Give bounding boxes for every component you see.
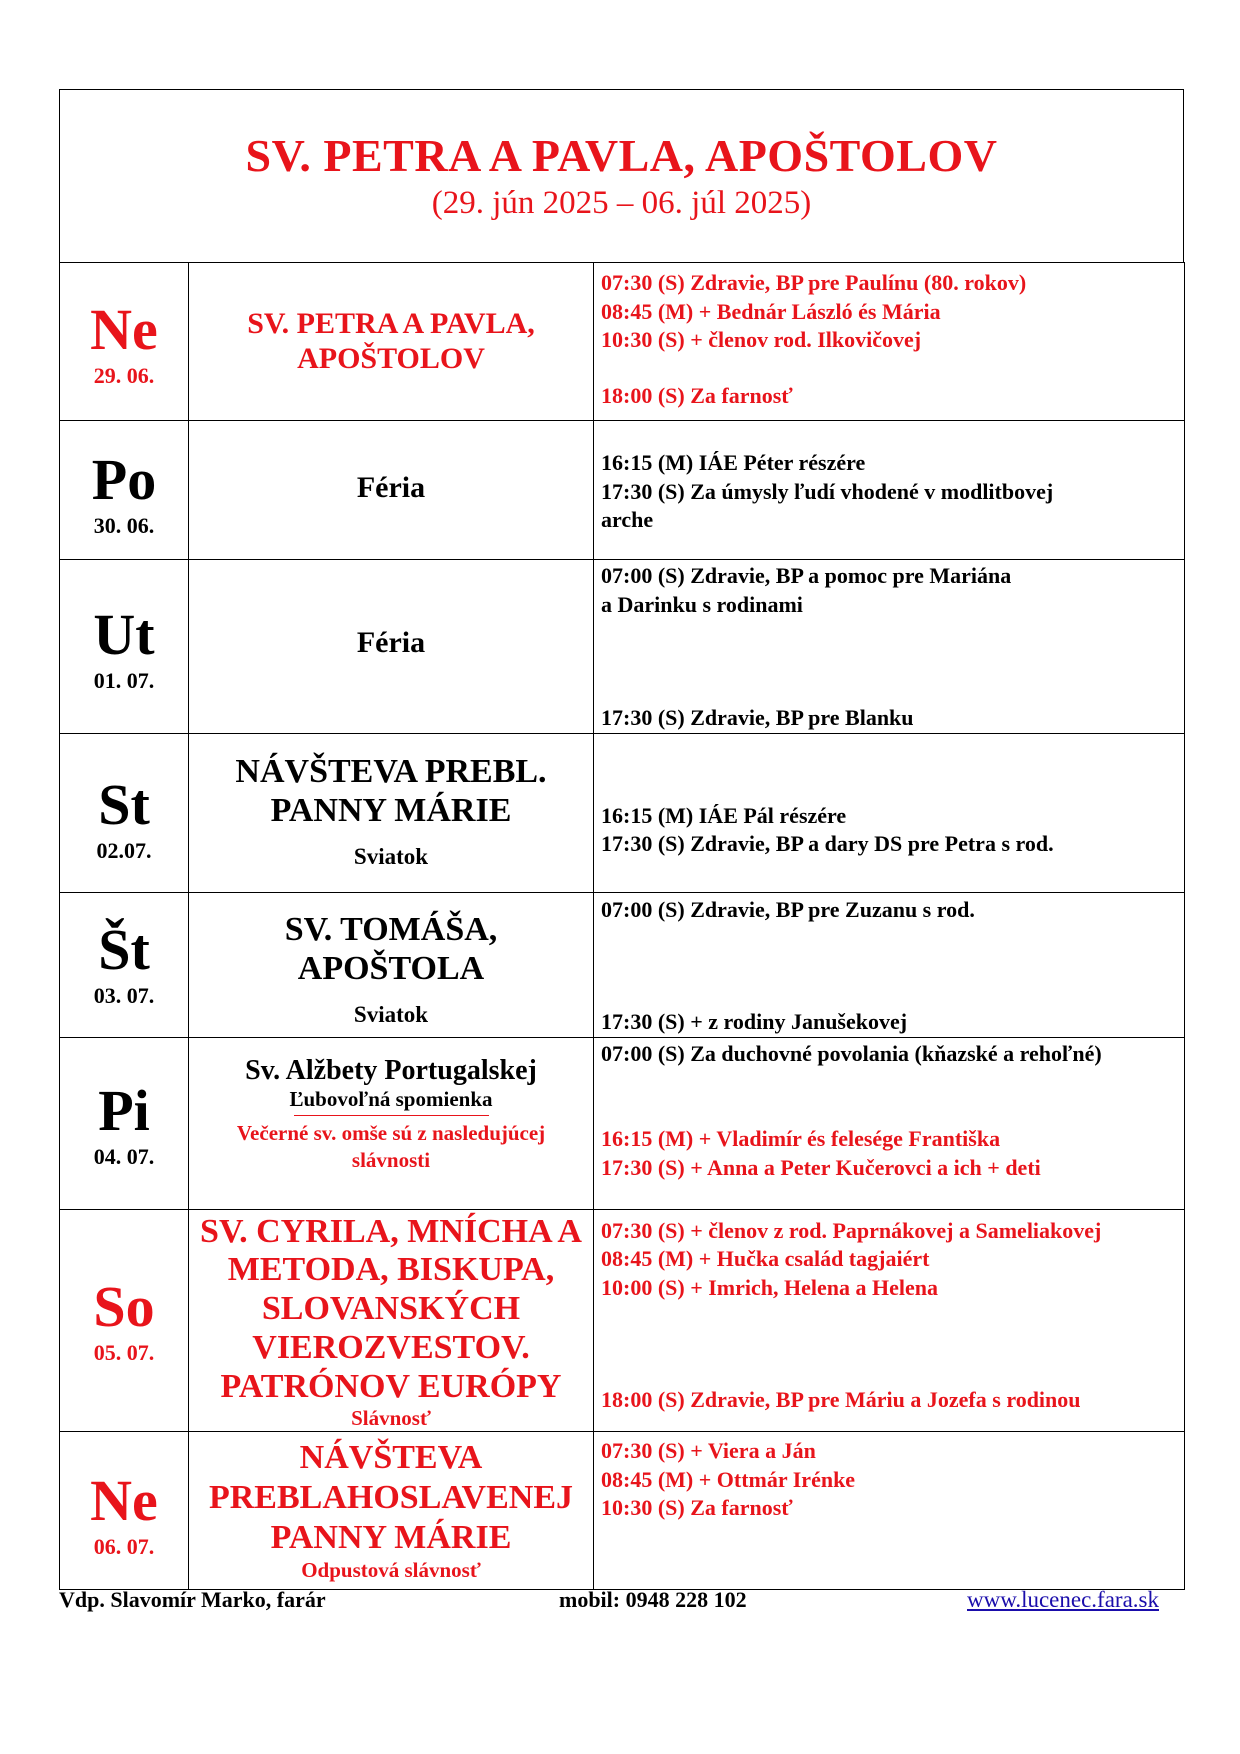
table-row xyxy=(60,560,1185,734)
day-cell xyxy=(60,421,189,560)
footer xyxy=(59,1587,1184,1617)
mass-cell xyxy=(594,1037,1185,1209)
mass-schedule-table xyxy=(59,262,1185,1590)
feast-cell xyxy=(189,421,594,560)
day-date: 30. 06. xyxy=(93,513,155,538)
feast-name: PANNY MÁRIE xyxy=(270,1518,512,1556)
mass-intention: a Darinku s rodinami xyxy=(601,591,803,617)
day-date: 01. 07. xyxy=(93,668,155,693)
feast-name: NÁVŠTEVA xyxy=(299,1439,483,1477)
mass-intention: 17:30 (S) + z rodiny Janušekovej xyxy=(601,1009,908,1034)
day-cell xyxy=(60,1209,189,1432)
mass-intention: 18:00 (S) Za farnosť xyxy=(601,382,793,408)
feast-rank: Ľubovoľná spomienka xyxy=(289,1087,493,1112)
mass-cell xyxy=(594,892,1185,1037)
day-date: 02.07. xyxy=(96,837,152,863)
feast-cell xyxy=(189,1432,594,1590)
date-range: (29. jún 2025 – 06. júl 2025) xyxy=(431,185,812,221)
feast-name: SV. TOMÁŠA, xyxy=(284,910,498,948)
mass-intention: 17:30 (S) Za úmysly ľudí vhodené v modlitbovej xyxy=(601,478,1054,504)
feast-name: PATRÓNOV EURÓPY xyxy=(220,1367,562,1405)
table-row xyxy=(60,733,1185,892)
feast-name: Féria xyxy=(356,471,426,504)
mass-intention: 07:00 (S) Zdravie, BP a pomoc pre Mariána xyxy=(601,563,1012,588)
feast-note: slávnosti xyxy=(351,1147,431,1172)
mass-intention: 10:30 (S) + členov rod. Ilkovičovej xyxy=(601,327,922,352)
day-date: 05. 07. xyxy=(93,1339,155,1365)
table-row xyxy=(60,421,1185,560)
feast-cell xyxy=(189,263,594,421)
feast-name: SLOVANSKÝCH xyxy=(261,1290,521,1327)
mass-intention: arche xyxy=(601,507,654,532)
mass-cell xyxy=(594,263,1185,421)
day-cell xyxy=(60,560,189,734)
mass-cell xyxy=(594,421,1185,560)
feast-cell xyxy=(189,1037,594,1209)
day-date: 06. 07. xyxy=(93,1534,155,1560)
schedule-header xyxy=(59,89,1184,262)
feast-name: PANNY MÁRIE xyxy=(270,791,512,829)
mass-cell xyxy=(594,560,1185,734)
day-abbr: Pi xyxy=(98,1077,150,1143)
mass-cell xyxy=(594,1209,1185,1432)
day-cell xyxy=(60,892,189,1037)
day-cell xyxy=(60,263,189,421)
feast-name: METODA, BISKUPA, xyxy=(227,1251,555,1289)
day-abbr: Ne xyxy=(90,297,158,362)
feast-name: SV. PETRA A PAVLA, xyxy=(247,307,535,340)
feast-cell xyxy=(189,733,594,892)
schedule-sheet xyxy=(59,89,1184,1590)
mass-intention: 07:30 (S) + členov z rod. Paprnákovej a Sameliakovej xyxy=(601,1217,1102,1243)
mass-intention: 17:30 (S) Zdravie, BP pre Blanku xyxy=(601,705,914,730)
feast-note: Večerné sv. omše sú z nasledujúcej xyxy=(236,1121,546,1146)
feast-rank: Slávnosť xyxy=(351,1406,431,1431)
mass-intention: 16:15 (M) IÁE Péter részére xyxy=(601,450,866,475)
day-date: 29. 06. xyxy=(93,363,155,388)
feast-name: VIEROZVESTOV. xyxy=(252,1328,530,1366)
mass-intention: 07:00 (S) Zdravie, BP pre Zuzanu s rod. xyxy=(601,896,975,922)
mass-intention: 10:00 (S) + Imrich, Helena a Helena xyxy=(601,1274,938,1300)
mass-intention: 16:15 (M) + Vladimír és felesége Františka xyxy=(601,1126,1001,1151)
mass-intention: 08:45 (M) + Ottmár Irénke xyxy=(601,1466,856,1492)
feast-rank: Sviatok xyxy=(353,1001,429,1027)
table-row xyxy=(60,1209,1185,1432)
day-abbr: St xyxy=(98,771,150,837)
feast-name: Sv. Alžbety Portugalskej xyxy=(245,1054,537,1086)
table-row xyxy=(60,892,1185,1037)
table-row xyxy=(60,1432,1185,1590)
day-cell xyxy=(60,733,189,892)
feast-rank: Odpustová slávnosť xyxy=(301,1557,481,1582)
day-abbr: Ne xyxy=(90,1468,158,1534)
day-abbr: Po xyxy=(91,447,157,512)
feast-cell xyxy=(189,1209,594,1432)
day-abbr: So xyxy=(93,1273,155,1339)
feast-name: SV. CYRILA, MNÍCHA A xyxy=(200,1212,582,1250)
mass-intention: 17:30 (S) + Anna a Peter Kučerovci a ich + deti xyxy=(601,1154,1041,1180)
mass-intention: 08:45 (M) + Hučka család tagjaiért xyxy=(601,1246,930,1271)
feast-name: APOŠTOLA xyxy=(297,949,485,987)
mass-intention: 07:30 (S) + Viera a Ján xyxy=(601,1438,816,1464)
mass-intention: 07:30 (S) Zdravie, BP pre Paulínu (80. rokov) xyxy=(601,270,1027,295)
feast-name: Féria xyxy=(356,626,426,659)
mass-intention: 17:30 (S) Zdravie, BP a dary DS pre Petra s rod. xyxy=(601,831,1054,856)
pastor-name: Vdp. Slavomír Marko, farár xyxy=(59,1587,326,1612)
mass-intention: 18:00 (S) Zdravie, BP pre Máriu a Jozefa s rodinou xyxy=(601,1387,1081,1412)
mass-intention: 08:45 (M) + Bednár László és Mária xyxy=(601,298,941,324)
divider xyxy=(294,1115,489,1116)
page-title: SV. PETRA A PAVLA, APOŠTOLOV xyxy=(245,130,998,181)
table-row xyxy=(60,1037,1185,1209)
day-cell xyxy=(60,1037,189,1209)
mass-intention: 10:30 (S) Za farnosť xyxy=(601,1495,793,1521)
mass-intention: 16:15 (M) IÁE Pál részére xyxy=(601,802,847,828)
feast-name: APOŠTOLOV xyxy=(297,341,485,375)
mass-cell xyxy=(594,733,1185,892)
mass-cell xyxy=(594,1432,1185,1590)
feast-cell xyxy=(189,560,594,734)
day-abbr: Ut xyxy=(93,602,155,667)
day-date: 03. 07. xyxy=(93,982,155,1008)
day-cell xyxy=(60,1432,189,1590)
feast-rank: Sviatok xyxy=(353,843,429,869)
feast-name: PREBLAHOSLAVENEJ xyxy=(208,1479,574,1517)
mobile-number: mobil: 0948 228 102 xyxy=(559,1587,747,1612)
table-row xyxy=(60,263,1185,421)
day-date: 04. 07. xyxy=(93,1143,155,1169)
mass-intention: 07:00 (S) Za duchovné povolania (kňazské a rehoľné) xyxy=(601,1040,1102,1066)
feast-name: NÁVŠTEVA PREBL. xyxy=(235,752,547,790)
feast-cell xyxy=(189,892,594,1037)
day-abbr: Št xyxy=(98,916,150,982)
website-link[interactable]: www.lucenec.fara.sk xyxy=(967,1587,1159,1612)
